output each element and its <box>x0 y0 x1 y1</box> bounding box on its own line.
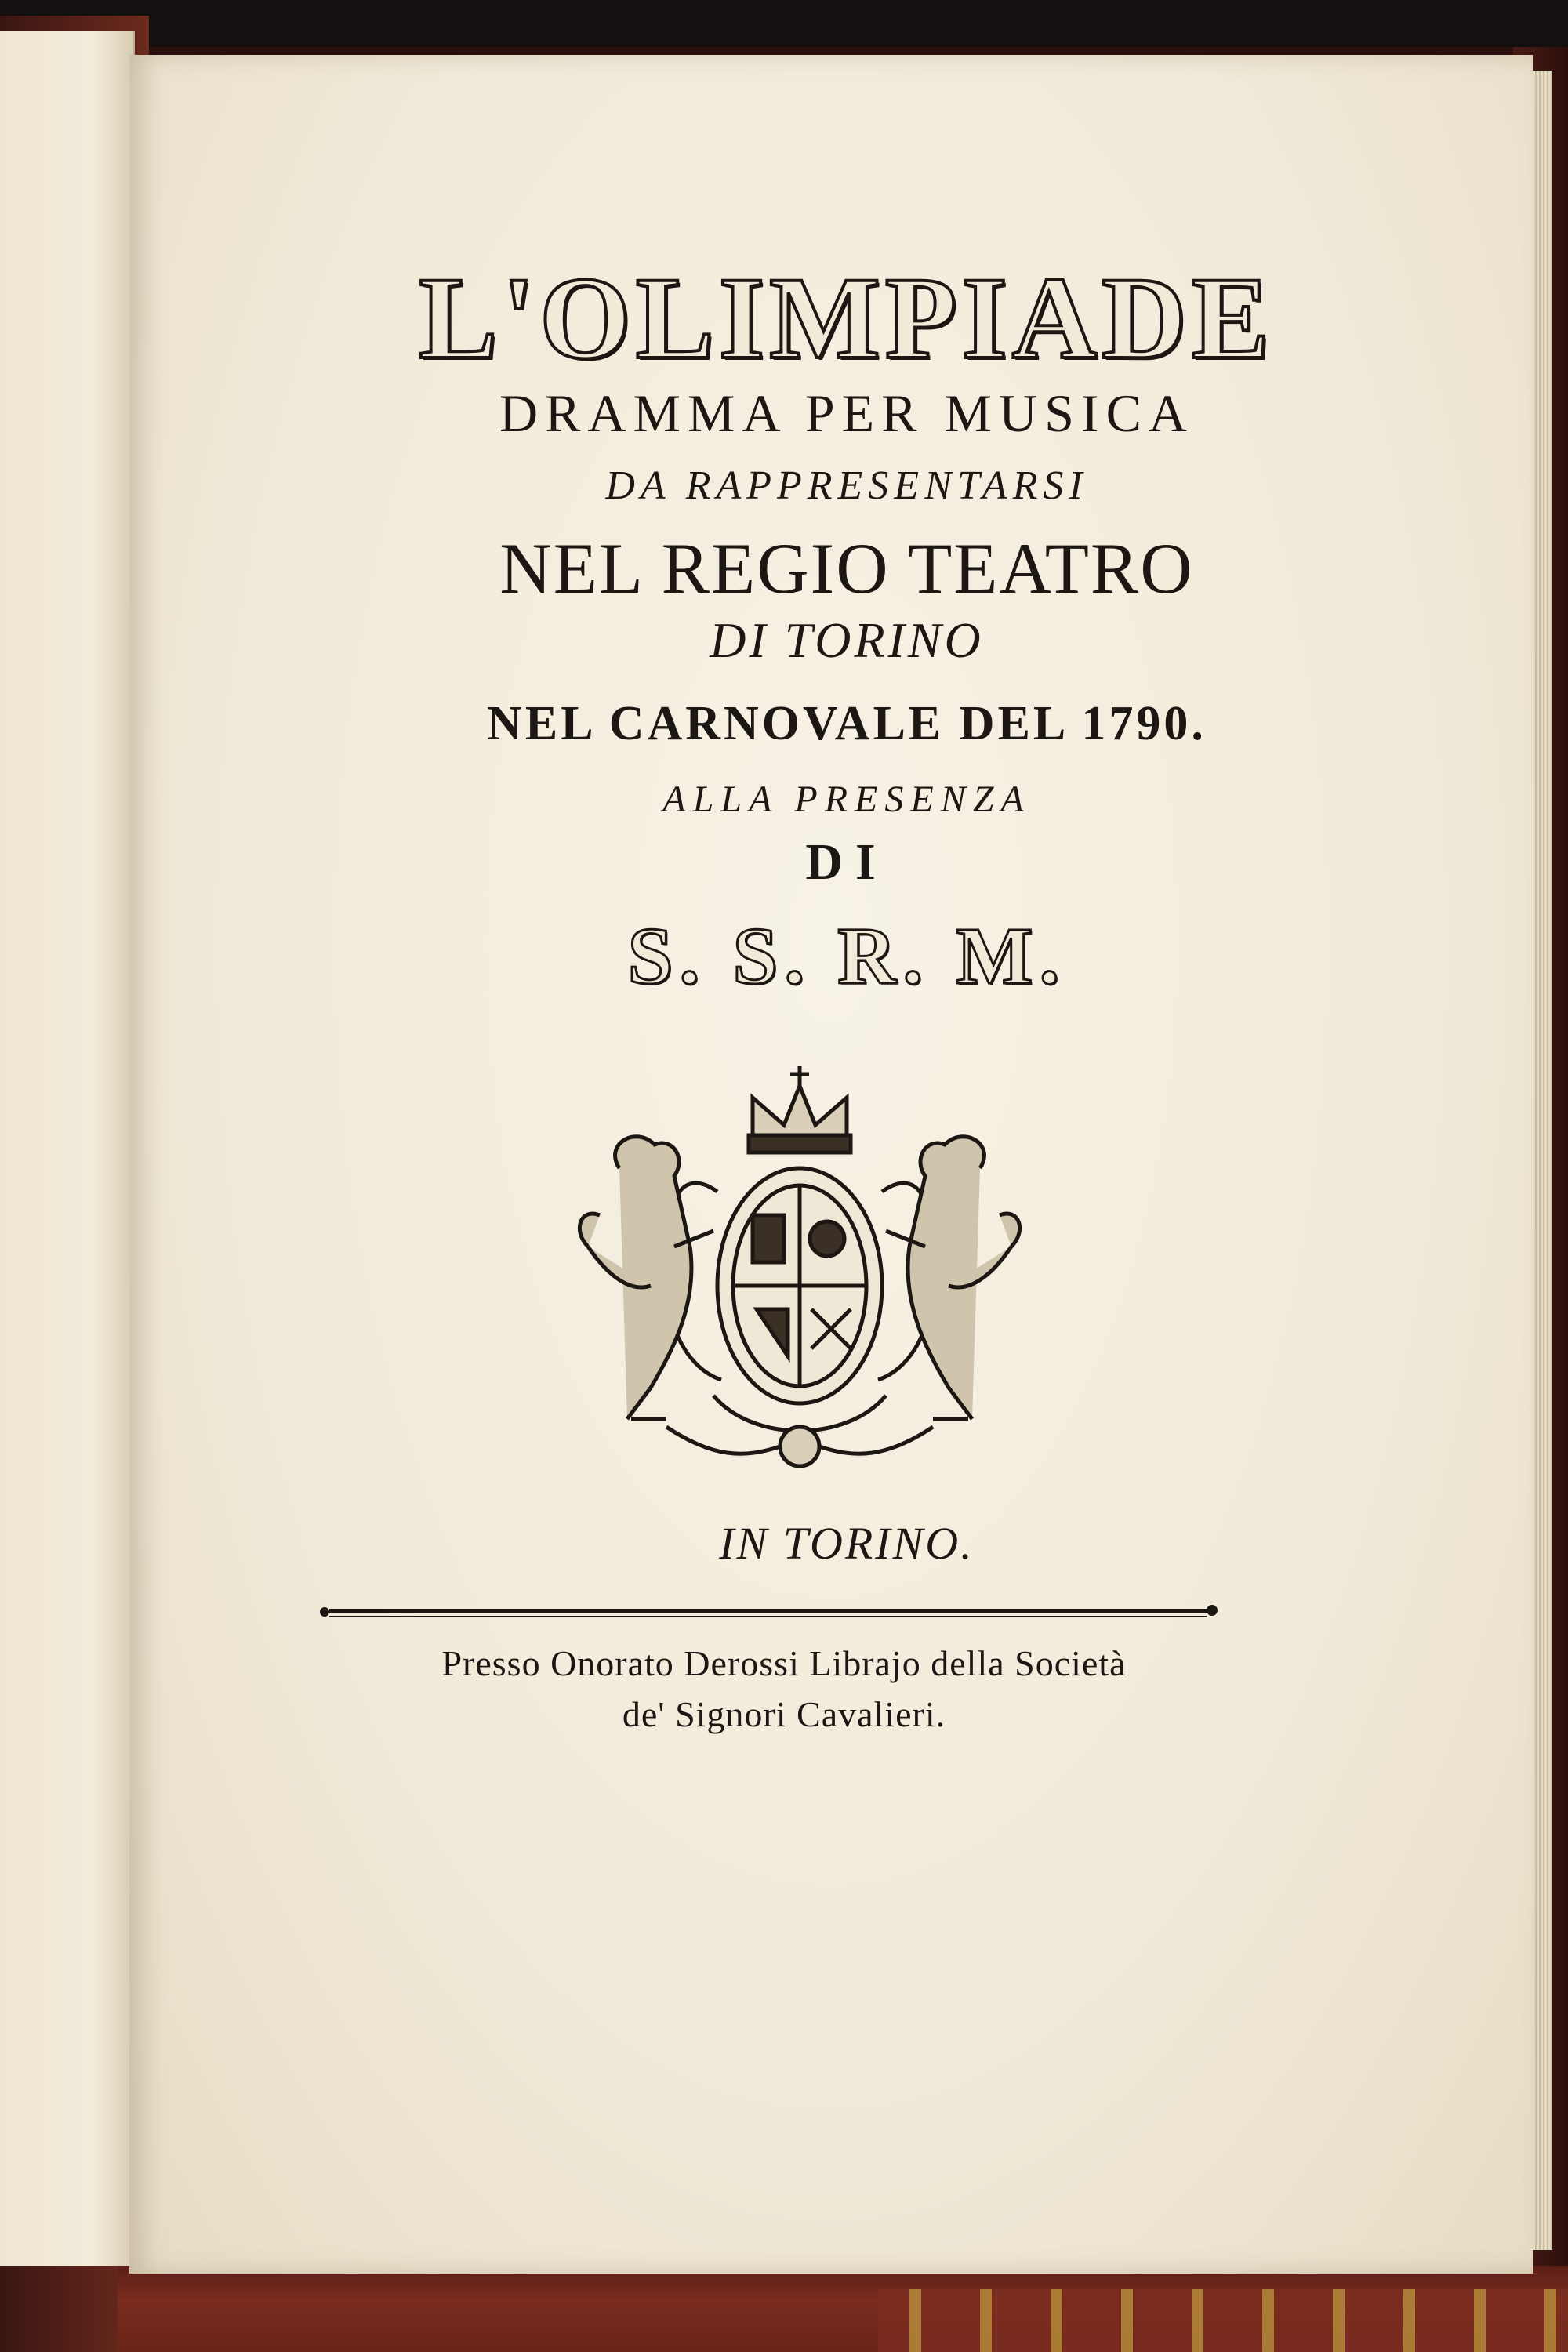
subtitle-alla: ALLA PRESENZA <box>662 779 1031 820</box>
subtitle-dramma: DRAMMA PER MUSICA <box>499 383 1195 443</box>
subtitle-teatro: NEL REGIO TEATRO <box>499 528 1194 608</box>
subtitle-torino: DI TORINO <box>710 612 984 668</box>
imprint-society: de' Signori Cavalieri. <box>622 1694 946 1734</box>
subtitle-carnovale: NEL CARNOVALE DEL 1790. <box>487 697 1207 750</box>
imprint-city: IN TORINO. <box>719 1518 975 1569</box>
left-page <box>0 31 135 2266</box>
book-title: L'OLIMPIADE <box>419 253 1275 383</box>
gilt-ornament <box>878 2289 1568 2352</box>
subtitle-da: DA RAPPRESENTARSI <box>605 463 1088 508</box>
background-shadow <box>0 0 1568 47</box>
subtitle-di: DI <box>805 833 888 891</box>
dedication-initials: S. S. R. M. <box>627 911 1066 1001</box>
imprint-publisher: Presso Onorato Derossi Librajo della Società <box>441 1643 1127 1683</box>
coat-of-arms-icon <box>557 1051 1043 1490</box>
ornamental-rule <box>314 1599 1223 1623</box>
